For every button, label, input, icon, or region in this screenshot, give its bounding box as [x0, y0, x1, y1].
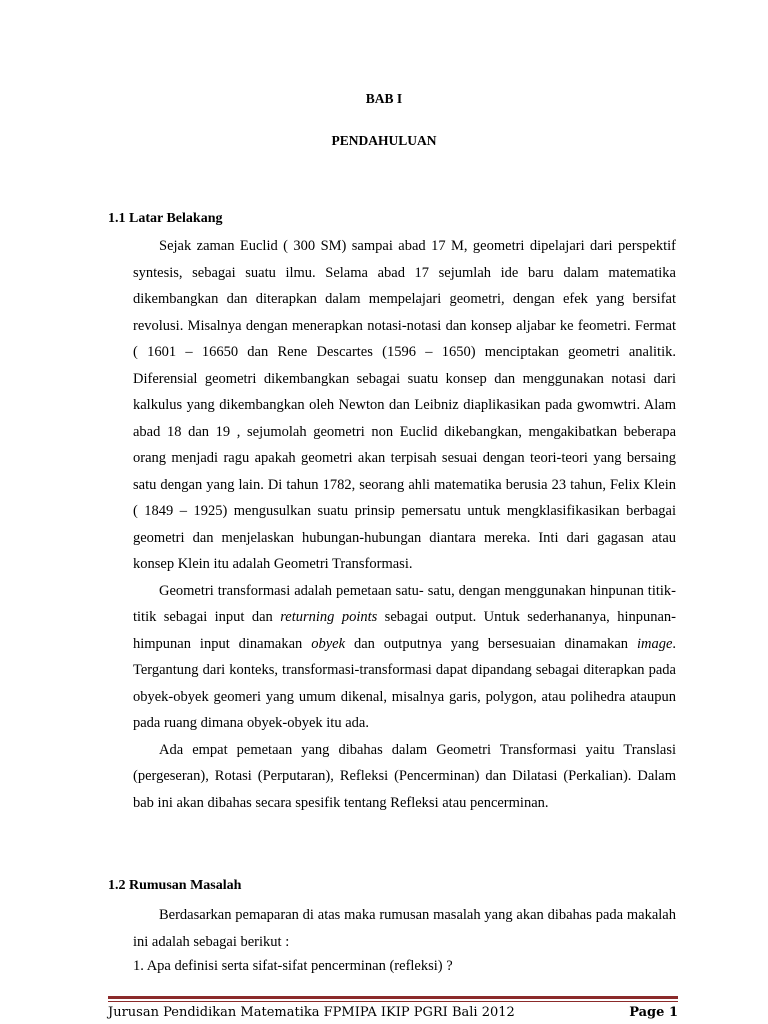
section-body-latar-belakang	[133, 233, 676, 816]
footer-institution: Jurusan Pendidikan Matematika FPMIPA IKIP PGRI Bali 2012	[108, 1005, 515, 1020]
footer-divider-thin	[108, 1001, 678, 1002]
page-number: Page 1	[629, 1005, 678, 1020]
paragraph: Berdasarkan pemaparan di atas maka rumusan masalah yang akan dibahas pada makalah ini adalah sebagai berikut :	[133, 907, 676, 950]
chapter-title: PENDAHULUAN	[331, 133, 437, 148]
paragraph: Sejak zaman Euclid ( 300 SM) sampai abad 17 M, geometri dipelajari dari perspektif syntesis, sebagai suatu ilmu. Selama abad 17 sejumlah ide baru dalam matematika dikembangkan dan diterapkan dalam mempelajari geometri, dengan efek yang bersifat revolusi. Misalnya dengan menerapkan notasi-notasi dan konsep aljabar ke feometri. Fermat ( 1601 – 16650 dan Rene Descartes (1596 – 1650) menciptakan geometri analitik. Diferensial geometri dikembangkan sebagai suatu konsep dan menggunakan notasi dari kalkulus yang dikembangkan oleh Newton dan Leibniz diaplikasikan pada gwomwtri. Alam abad 18 dan 19 , sejumolah geometri non Euclid dikebangkan, mengakibatkan beberapa orang menjadi ragu apakah geometri akan terpisah sesuai dengan teori-teori yang bersaing satu dengan yang lain. Di tahun 1782, seorang ahli matematika berusia 23 tahun, Felix Klein ( 1849 – 1925) mengusulkan suatu prinsip pemersatu untuk mengklasifikasikan berbagai geometri dan menjelaskan hubungan-hubungan diantara mereka. Inti dari gagasan atau konsep Klein itu adalah Geometri Transformasi.	[133, 238, 676, 572]
paragraph: Ada empat pemetaan yang dibahas dalam Geometri Transformasi yaitu Translasi (pergeseran), Rotasi (Perputaran), Refleksi (Pencerminan) dan Dilatasi (Perkalian). Dalam bab ini akan dibahas secara spesifik tentang Refleksi atau pencerminan.	[133, 741, 676, 811]
section-heading-rumusan-masalah: 1.2 Rumusan Masalah	[108, 878, 242, 893]
chapter-number: BAB I	[365, 91, 403, 106]
section-body-rumusan-masalah	[133, 902, 676, 955]
footer-divider	[108, 996, 678, 999]
paragraph: Geometri transformasi adalah pemetaan satu- satu, dengan menggunakan hinpunan titik-titik sebagai input dan returning points sebagai output. Untuk sederhananya, hinpunan-himpunan input dinamakan obyek dan outputnya yang bersesuaian dinamakan image. Tergantung dari konteks, transformasi-transformasi dapat dipandang sebagai diterapkan pada obyek-obyek geomeri yang umum dikenal, misalnya garis, polygon, atau polihedra ataupun pada ruang dimana obyek-obyek itu ada.	[133, 582, 676, 731]
section-heading-latar-belakang: 1.1 Latar Belakang	[108, 211, 223, 226]
list-item: 1. Apa definisi serta sifat-sifat pencerminan (refleksi) ?	[133, 958, 453, 974]
